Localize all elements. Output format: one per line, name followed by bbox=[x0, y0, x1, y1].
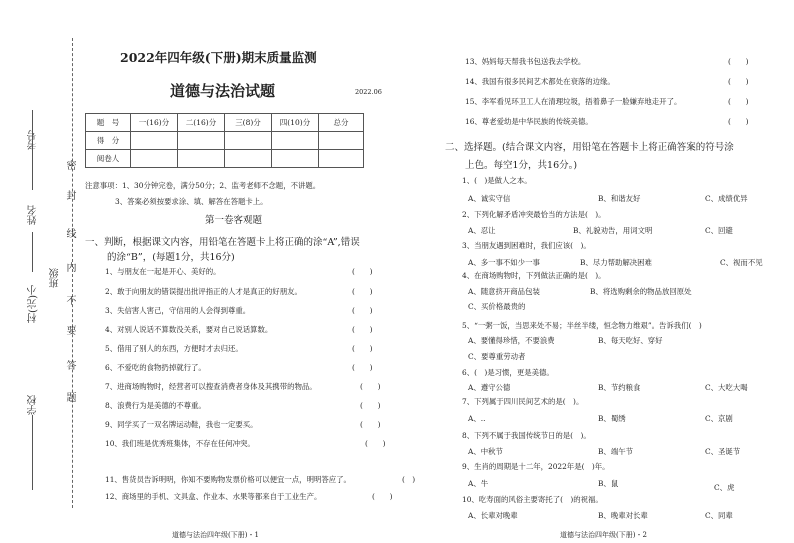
option[interactable]: A、诚实守信 bbox=[468, 194, 511, 203]
option[interactable]: A、牛 bbox=[468, 479, 489, 488]
seal-char: 要 bbox=[64, 325, 75, 335]
option[interactable]: A、长辈对晚辈 bbox=[468, 511, 518, 520]
table-cell: 题 号 bbox=[86, 114, 131, 132]
option[interactable]: A、随意挤开商品包装 bbox=[468, 287, 540, 296]
seal-char: 线 bbox=[64, 228, 75, 238]
option[interactable]: B、和谐友好 bbox=[598, 194, 641, 203]
margin-line-school bbox=[32, 415, 34, 490]
answer-paren[interactable]: ( ) bbox=[728, 77, 749, 86]
answer-paren[interactable]: ( ) bbox=[360, 382, 381, 391]
seal-char: 答 bbox=[64, 360, 75, 370]
option[interactable]: B、晚辈对长辈 bbox=[598, 511, 648, 520]
binding-line bbox=[72, 38, 73, 508]
table-cell[interactable] bbox=[131, 150, 178, 168]
option[interactable]: C、大吃大喝 bbox=[705, 383, 748, 392]
answer-paren[interactable]: ( ) bbox=[728, 97, 749, 106]
margin-village: 村(完)小 bbox=[28, 285, 39, 323]
answer-paren[interactable]: ( ) bbox=[360, 401, 381, 410]
list-item: 7、进商场购物时，经营者可以搜查消费者身体及其携带的物品。 bbox=[105, 382, 317, 391]
section1-heading: 一、判断，根据课文内容，用铅笔在答题卡上将正确的涂“A”,错误 bbox=[85, 237, 360, 248]
table-cell[interactable] bbox=[131, 132, 178, 150]
question-stem: 5、“一粥一饭，当思来处不易；半丝半缕，恒念物力维艰”。告诉我们( ) bbox=[462, 321, 702, 330]
option[interactable]: C、虎 bbox=[714, 483, 735, 492]
question-stem: 3、当朋友遇到困难时，我们应该( )。 bbox=[462, 241, 591, 250]
question-stem: 6、( )是习惯，更是美德。 bbox=[462, 368, 554, 377]
answer-paren[interactable]: ( ) bbox=[352, 267, 373, 276]
option[interactable]: A、要懂得珍惜，不要浪费 bbox=[468, 336, 555, 345]
margin-line-exam bbox=[32, 110, 34, 190]
table-cell[interactable] bbox=[178, 150, 225, 168]
option[interactable]: B、节约粮食 bbox=[598, 383, 641, 392]
answer-paren[interactable]: ( ) bbox=[402, 475, 416, 484]
margin-line-name bbox=[32, 232, 34, 272]
option[interactable]: B、礼貌劝告，用词文明 bbox=[573, 226, 653, 235]
answer-paren[interactable]: ( ) bbox=[352, 363, 373, 372]
option[interactable]: B、端午节 bbox=[598, 447, 633, 456]
table-row bbox=[86, 150, 364, 168]
option[interactable]: C、回避 bbox=[705, 226, 733, 235]
exam-title: 2022年四年级(下册)期末质量监测 bbox=[120, 50, 317, 65]
answer-paren[interactable]: ( ) bbox=[352, 325, 373, 334]
list-item: 16、尊老爱幼是中华民族的传统美德。 bbox=[465, 117, 593, 126]
margin-name: 姓名 bbox=[28, 205, 39, 225]
list-item: 10、我们班是优秀班集体，不存在任何冲突。 bbox=[105, 439, 255, 448]
option[interactable]: A、.. bbox=[468, 414, 486, 423]
option[interactable]: B、蜀绣 bbox=[598, 414, 626, 423]
exam-date: 2022.06 bbox=[355, 88, 382, 96]
list-item: 3、失信害人害己，守信用的人会得到尊重。 bbox=[105, 306, 251, 315]
question-stem: 1、( )是做人之本。 bbox=[462, 176, 532, 185]
footer-left: 道德与法治四年级(下册)・1 bbox=[172, 531, 259, 539]
question-stem: 8、下列不属于我国传统节日的是( )。 bbox=[462, 431, 591, 440]
table-cell[interactable] bbox=[319, 132, 364, 150]
list-item: 5、借用了别人的东西，方便时才去归还。 bbox=[105, 344, 243, 353]
subject-title: 道德与法治试题 bbox=[170, 82, 276, 100]
table-cell: 一(16)分 bbox=[131, 114, 178, 132]
table-cell[interactable] bbox=[225, 132, 272, 150]
list-item: 9、同学买了一双名牌运动鞋，我也一定要买。 bbox=[105, 420, 258, 429]
option[interactable]: B、每天吃好、穿好 bbox=[598, 336, 663, 345]
table-cell[interactable] bbox=[319, 150, 364, 168]
table-cell[interactable] bbox=[225, 150, 272, 168]
score-table bbox=[85, 113, 364, 168]
question-stem: 2、下列化解矛盾冲突最恰当的方法是( )。 bbox=[462, 210, 606, 219]
option[interactable]: C、视而不见 bbox=[720, 258, 763, 267]
answer-paren[interactable]: ( ) bbox=[728, 117, 749, 126]
list-item: 4、对别人说话不算数没关系，要对自己说话算数。 bbox=[105, 325, 273, 334]
footer-right: 道德与法治四年级(下册)・2 bbox=[560, 531, 647, 539]
table-cell[interactable] bbox=[272, 150, 319, 168]
margin-class: 班级 bbox=[50, 268, 61, 288]
margin-school: 学校 bbox=[28, 395, 39, 415]
list-item: 6、不爱吃的食物扔掉就行了。 bbox=[105, 363, 206, 372]
option[interactable]: C、同辈 bbox=[705, 511, 733, 520]
answer-paren[interactable]: ( ) bbox=[352, 306, 373, 315]
option[interactable]: B、将选购剩余的物品放回原处 bbox=[590, 287, 692, 296]
section2-heading: 二、选择题。(结合课文内容，用铅笔在答题卡上将正确答案的符号涂 bbox=[445, 142, 734, 153]
table-cell: 四(10)分 bbox=[272, 114, 319, 132]
answer-paren[interactable]: ( ) bbox=[372, 492, 393, 501]
option[interactable]: C、买价格最贵的 bbox=[468, 302, 526, 311]
answer-paren[interactable]: ( ) bbox=[365, 439, 386, 448]
option[interactable]: B、鼠 bbox=[598, 479, 619, 488]
table-cell: 二(16)分 bbox=[178, 114, 225, 132]
question-stem: 9、生肖的周期是十二年，2022年是( )年。 bbox=[462, 462, 610, 471]
answer-paren[interactable]: ( ) bbox=[352, 287, 373, 296]
table-cell: 总分 bbox=[319, 114, 364, 132]
table-cell: 三(8)分 bbox=[225, 114, 272, 132]
table-cell[interactable] bbox=[178, 132, 225, 150]
option[interactable]: C、京剧 bbox=[705, 414, 733, 423]
list-item: 12、商场里的手机、文具盒、作业本、水果等都来自于工业生产。 bbox=[105, 492, 322, 501]
table-row bbox=[86, 114, 364, 132]
list-item: 11、售货员告诉明明，你知不要购物发票价格可以便宜一点，明明答应了。 bbox=[105, 475, 351, 484]
question-stem: 10、吃寿面的风俗主要寄托了( )的祝福。 bbox=[462, 495, 603, 504]
notes-line-2: 3、答案必须按要求涂、填、解答在答题卡上。 bbox=[115, 197, 268, 206]
seal-char: 封 bbox=[64, 190, 75, 200]
seal-char: 题 bbox=[64, 392, 75, 402]
question-stem: 7、下列属于四川民间艺术的是( )。 bbox=[462, 397, 584, 406]
option[interactable]: A、遵守公德 bbox=[468, 383, 511, 392]
list-item: 8、浪费行为是美德的不尊重。 bbox=[105, 401, 206, 410]
option[interactable]: A、多一事不如少一事 bbox=[468, 258, 540, 267]
seal-char: 密 bbox=[64, 160, 75, 170]
option[interactable]: A、忍让 bbox=[468, 226, 496, 235]
section1-heading-2: 的涂“B”，(每题1分，共16分) bbox=[107, 252, 235, 263]
option[interactable]: C、要尊重劳动者 bbox=[468, 352, 526, 361]
answer-paren[interactable]: ( ) bbox=[728, 57, 749, 66]
seal-char: 不 bbox=[64, 295, 75, 305]
list-item: 2、敢于向朋友的错误提出批评指正的人才是真正的好朋友。 bbox=[105, 287, 302, 296]
option[interactable]: B、尽力帮助解决困难 bbox=[580, 258, 652, 267]
table-cell: 得 分 bbox=[86, 132, 131, 150]
answer-paren[interactable]: ( ) bbox=[360, 420, 381, 429]
table-row bbox=[86, 132, 364, 150]
seal-char: 内 bbox=[64, 262, 75, 272]
table-cell: 阅卷人 bbox=[86, 150, 131, 168]
list-item: 13、妈妈每天帮我书包送我去学校。 bbox=[465, 57, 586, 66]
question-stem: 4、在商场购物时，下列做法正确的是( )。 bbox=[462, 271, 606, 280]
option[interactable]: C、成绩优异 bbox=[705, 194, 748, 203]
list-item: 1、与朋友在一起是开心、美好的。 bbox=[105, 267, 221, 276]
section2-heading-2: 上色。每空1分，共16分。) bbox=[465, 160, 578, 171]
margin-exam-no: 考号 bbox=[28, 130, 39, 150]
notes-line-1: 注意事项：1、30分钟完卷，满分50分；2、监考老师不念题，不讲题。 bbox=[85, 181, 321, 190]
table-cell[interactable] bbox=[272, 132, 319, 150]
part1-title: 第一卷客观题 bbox=[205, 215, 263, 226]
list-item: 14、我国有很多民间艺术都处在衰落的边缘。 bbox=[465, 77, 615, 86]
option[interactable]: A、中秋节 bbox=[468, 447, 503, 456]
list-item: 15、李军看见环卫工人在清理垃圾，捂着鼻子一脸嫌弃地走开了。 bbox=[465, 97, 682, 106]
answer-paren[interactable]: ( ) bbox=[352, 344, 373, 353]
option[interactable]: C、圣诞节 bbox=[705, 447, 741, 456]
